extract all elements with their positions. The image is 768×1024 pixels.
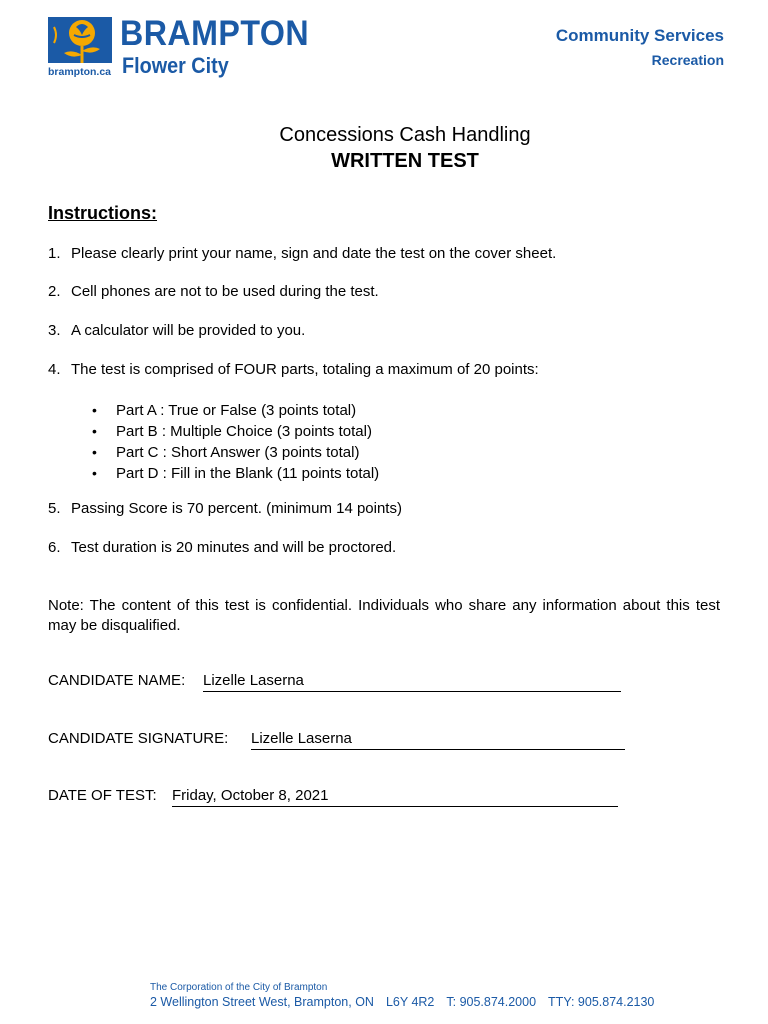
footer-tty: TTY: 905.874.2130 [548,995,655,1009]
list-item: • Part D : Fill in the Blank (11 points total) [92,463,379,484]
department-name: Community Services [555,26,724,45]
candidate-signature-field[interactable]: Lizelle Laserna [251,730,625,750]
instruction-item [48,500,402,517]
instruction-number: 6. [48,539,61,556]
document-subtitle: WRITTEN TEST [331,150,479,172]
instruction-item [48,283,379,300]
footer-phone: T: 905.874.2000 [446,995,537,1009]
instruction-item [48,361,539,378]
list-item: • Part A : True or False (3 points total) [92,400,379,421]
instruction-item [48,245,556,262]
brand-site: brampton.ca [48,66,112,78]
list-item: • Part C : Short Answer (3 points total) [92,442,379,463]
instruction-item [48,322,305,339]
date-of-test-row [48,787,628,804]
brand-tagline: Flower City [122,53,229,78]
candidate-name-row [48,672,628,689]
instruction-item [48,539,396,556]
confidentiality-note: Note: The content of this test is confidential. Individuals who share any information about this test may be disqualified. [48,597,720,634]
instruction-number: 4. [48,361,61,378]
brampton-flower-logo-icon [48,17,112,63]
instruction-text: Passing Score is 70 percent. (minimum 14 points) [71,500,402,517]
document-title: Concessions Cash Handling [279,124,531,146]
list-item: • Part B : Multiple Choice (3 points total) [92,421,379,442]
instruction-number: 3. [48,322,61,339]
instruction-number: 1. [48,245,61,262]
footer-corporation: The Corporation of the City of Brampton [150,982,328,993]
instructions-heading: Instructions: [48,203,158,223]
instruction-text: A calculator will be provided to you. [71,322,306,339]
instruction-text: Cell phones are not to be used during the test. [71,283,379,300]
division-name: Recreation [651,52,724,68]
candidate-signature-label: CANDIDATE SIGNATURE: [48,730,229,747]
instruction-text: The test is comprised of FOUR parts, totaling a maximum of 20 points: [71,361,539,378]
date-of-test-field[interactable]: Friday, October 8, 2021 [172,787,618,807]
footer-address: 2 Wellington Street West, Brampton, ON [150,995,374,1009]
instruction-number: 5. [48,500,61,517]
instruction-number: 2. [48,283,61,300]
candidate-name-field[interactable]: Lizelle Laserna [203,672,621,692]
test-parts-list [92,400,379,484]
date-of-test-label: DATE OF TEST: [48,787,157,804]
candidate-signature-row [48,730,628,747]
footer-postal: L6Y 4R2 [385,995,435,1009]
instruction-text: Test duration is 20 minutes and will be proctored. [71,539,397,556]
brand-name: BRAMPTON [120,14,310,53]
candidate-name-label: CANDIDATE NAME: [48,672,186,689]
footer-contact [150,995,654,1009]
instruction-text: Please clearly print your name, sign and date the test on the cover sheet. [71,245,557,262]
